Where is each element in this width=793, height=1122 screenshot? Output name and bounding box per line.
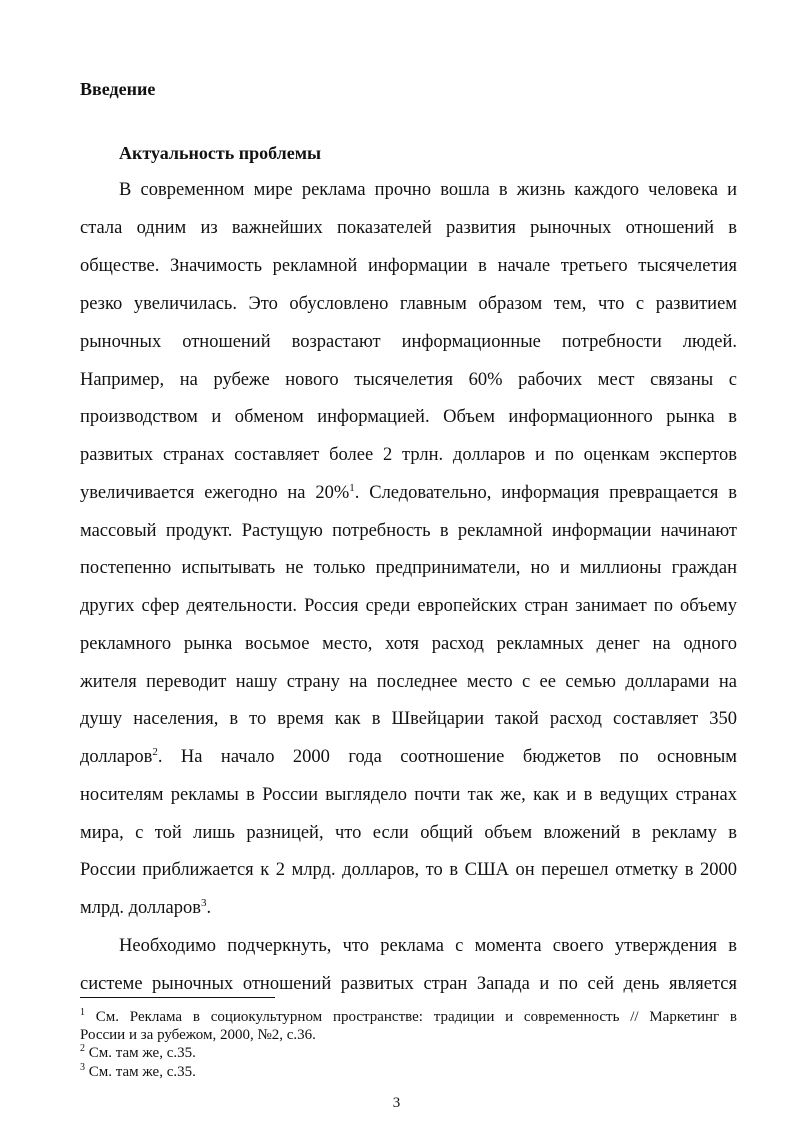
paragraph-line: обществе. Значимость рекламной информации в начале третьего тысячелетия — [80, 256, 737, 276]
footnote-divider — [80, 997, 275, 998]
footnote-mark: 2 — [80, 1043, 85, 1054]
paragraph-line: системе рыночных отношений развитых стран Запада и по сей день является — [80, 974, 737, 994]
page-number: 3 — [392, 1095, 401, 1111]
line-text: долларов — [80, 747, 153, 767]
footnote-mark: 1 — [80, 1007, 85, 1018]
footnote — [80, 1064, 737, 1081]
paragraph-line: постепенно испытывать не только предприниматели, но и миллионы граждан — [80, 558, 737, 578]
footnote-ref[interactable]: 3 — [200, 897, 207, 909]
line-text: . — [206, 898, 212, 918]
footnote-continuation: России и за рубежом, 2000, №2, с.36. — [80, 1027, 316, 1043]
paragraph-line: жителя переводит нашу страну на последнее место с ее семью долларами на — [80, 672, 737, 692]
paragraph-line: рыночных отношений возрастают информационные потребности людей. — [80, 332, 737, 352]
paragraph-line — [80, 745, 737, 769]
footnote-mark: 3 — [80, 1062, 85, 1073]
paragraph-line: России приближается к 2 млрд. долларов, то в США он перешел отметку в 2000 — [80, 860, 737, 880]
paragraph-line: Например, на рубеже нового тысячелетия 60% рабочих мест связаны с — [80, 370, 737, 390]
line-text: млрд. долларов — [80, 898, 201, 918]
paragraph-line: душу населения, в то время как в Швейцарии такой расход составляет 350 — [80, 709, 737, 729]
line-text: . На начало 2000 года соотношение бюджетов по основным — [157, 747, 737, 767]
footnote-text: См. Реклама в социокультурном пространстве: традиции и современность // Маркетинг в — [95, 1009, 738, 1025]
footnote-text: См. там же, с.35. — [88, 1064, 196, 1080]
paragraph-line — [80, 896, 737, 920]
paragraph-line: стала одним из важнейших показателей развития рыночных отношений в — [80, 218, 737, 238]
footnote-text: См. там же, с.35. — [88, 1045, 196, 1061]
section-heading: Введение — [80, 79, 156, 99]
paragraph-line: В современном мире реклама прочно вошла в жизнь каждого человека и — [119, 180, 737, 200]
line-text: . Следовательно, информация превращается в — [354, 483, 737, 503]
paragraph-line: массовый продукт. Растущую потребность в рекламной информации начинают — [80, 521, 737, 541]
paragraph-line: развитых странах составляет более 2 трлн. долларов и по оценкам экспертов — [80, 445, 737, 465]
subsection-heading: Актуальность проблемы — [119, 143, 322, 163]
paragraph-line: резко увеличилась. Это обусловлено главным образом тем, что с развитием — [80, 294, 737, 314]
footnote-ref[interactable]: 2 — [152, 746, 158, 758]
footnote — [80, 1009, 737, 1026]
paragraph-line: рекламного рынка восьмое место, хотя расход рекламных денег на одного — [80, 634, 737, 654]
paragraph-line: производством и обменом информацией. Объем информационного рынка в — [80, 407, 737, 427]
paragraph-line: Необходимо подчеркнуть, что реклама с момента своего утверждения в — [119, 936, 737, 956]
paragraph-line: других сфер деятельности. Россия среди европейских стран занимает по объему — [80, 596, 737, 616]
paragraph-line: мира, с той лишь разницей, что если общий объем вложений в рекламу в — [80, 823, 737, 843]
line-text: увеличивается ежегодно на 20% — [80, 483, 350, 503]
paragraph-line: носителям рекламы в России выглядело почти так же, как и в ведущих странах — [80, 785, 737, 805]
footnote-ref[interactable]: 1 — [349, 482, 355, 494]
footnote — [80, 1045, 737, 1062]
paragraph-line — [80, 481, 737, 505]
